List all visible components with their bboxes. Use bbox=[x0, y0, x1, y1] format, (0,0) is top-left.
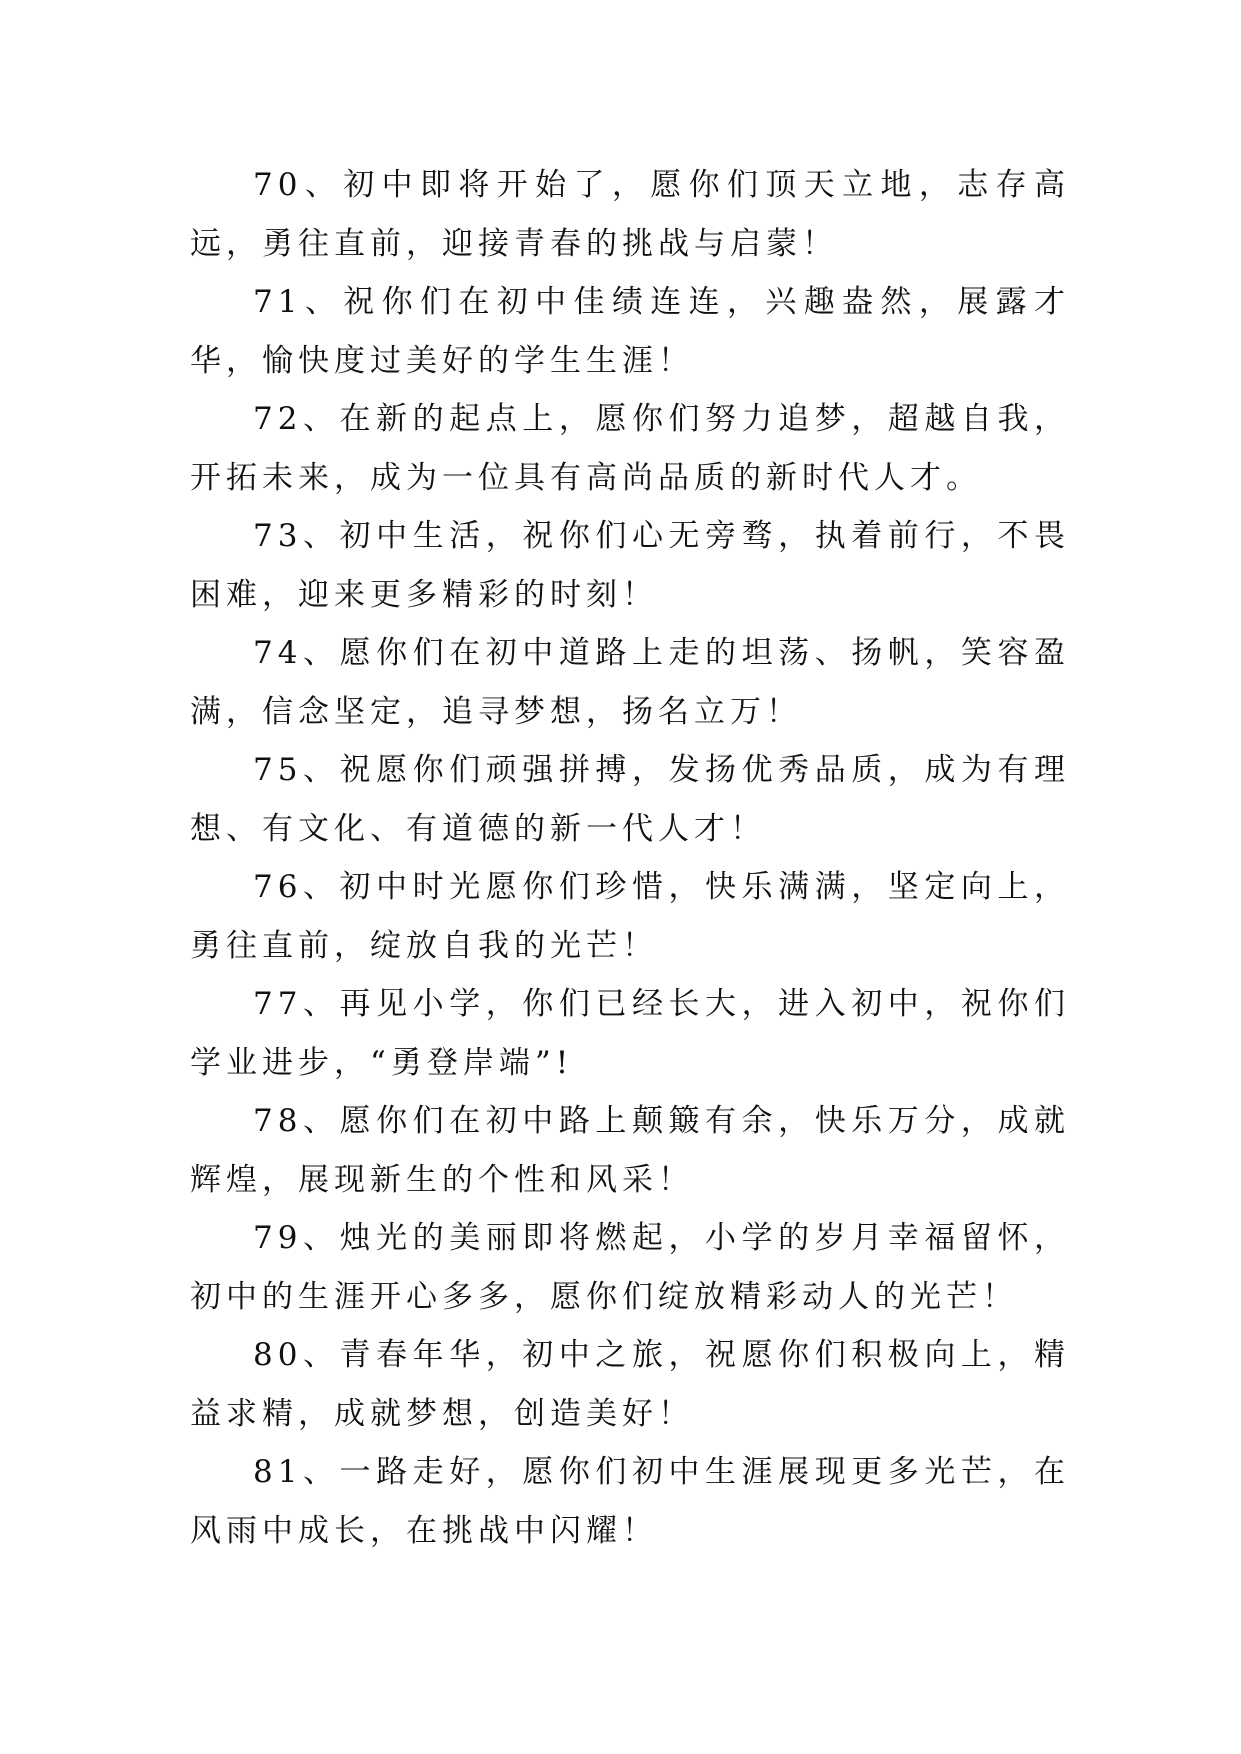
paragraph-80: 80、青春年华，初中之旅，祝愿你们积极向上，精益求精，成就梦想，创造美好！ bbox=[190, 1337, 1070, 1432]
paragraph-71: 71、祝你们在初中佳绩连连，兴趣盎然，展露才华，愉快度过美好的学生生涯！ bbox=[190, 284, 1070, 379]
paragraph-76: 76、初中时光愿你们珍惜，快乐满满，坚定向上，勇往直前，绽放自我的光芒！ bbox=[190, 869, 1070, 964]
paragraph-74: 74、愿你们在初中道路上走的坦荡、扬帆，笑容盈满，信念坚定，追寻梦想，扬名立万！ bbox=[190, 635, 1070, 730]
paragraph-81: 81、一路走好，愿你们初中生涯展现更多光芒，在风雨中成长，在挑战中闪耀！ bbox=[190, 1454, 1070, 1549]
paragraph-72: 72、在新的起点上，愿你们努力追梦，超越自我，开拓未来，成为一位具有高尚品质的新时代人才。 bbox=[190, 401, 1070, 496]
paragraph-75: 75、祝愿你们顽强拼搏，发扬优秀品质，成为有理想、有文化、有道德的新一代人才！ bbox=[190, 752, 1070, 847]
document-body bbox=[190, 156, 1070, 1560]
paragraph-79: 79、烛光的美丽即将燃起，小学的岁月幸福留怀，初中的生涯开心多多，愿你们绽放精彩动人的光芒！ bbox=[190, 1220, 1070, 1315]
paragraph-77: 77、再见小学，你们已经长大，进入初中，祝你们学业进步，“勇登岸端”! bbox=[190, 986, 1070, 1081]
paragraph-70: 70、初中即将开始了，愿你们顶天立地，志存高远，勇往直前，迎接青春的挑战与启蒙！ bbox=[190, 167, 1070, 262]
paragraph-78: 78、愿你们在初中路上颠簸有余，快乐万分，成就辉煌，展现新生的个性和风采！ bbox=[190, 1103, 1070, 1198]
paragraph-73: 73、初中生活，祝你们心无旁骛，执着前行，不畏困难，迎来更多精彩的时刻！ bbox=[190, 518, 1070, 613]
